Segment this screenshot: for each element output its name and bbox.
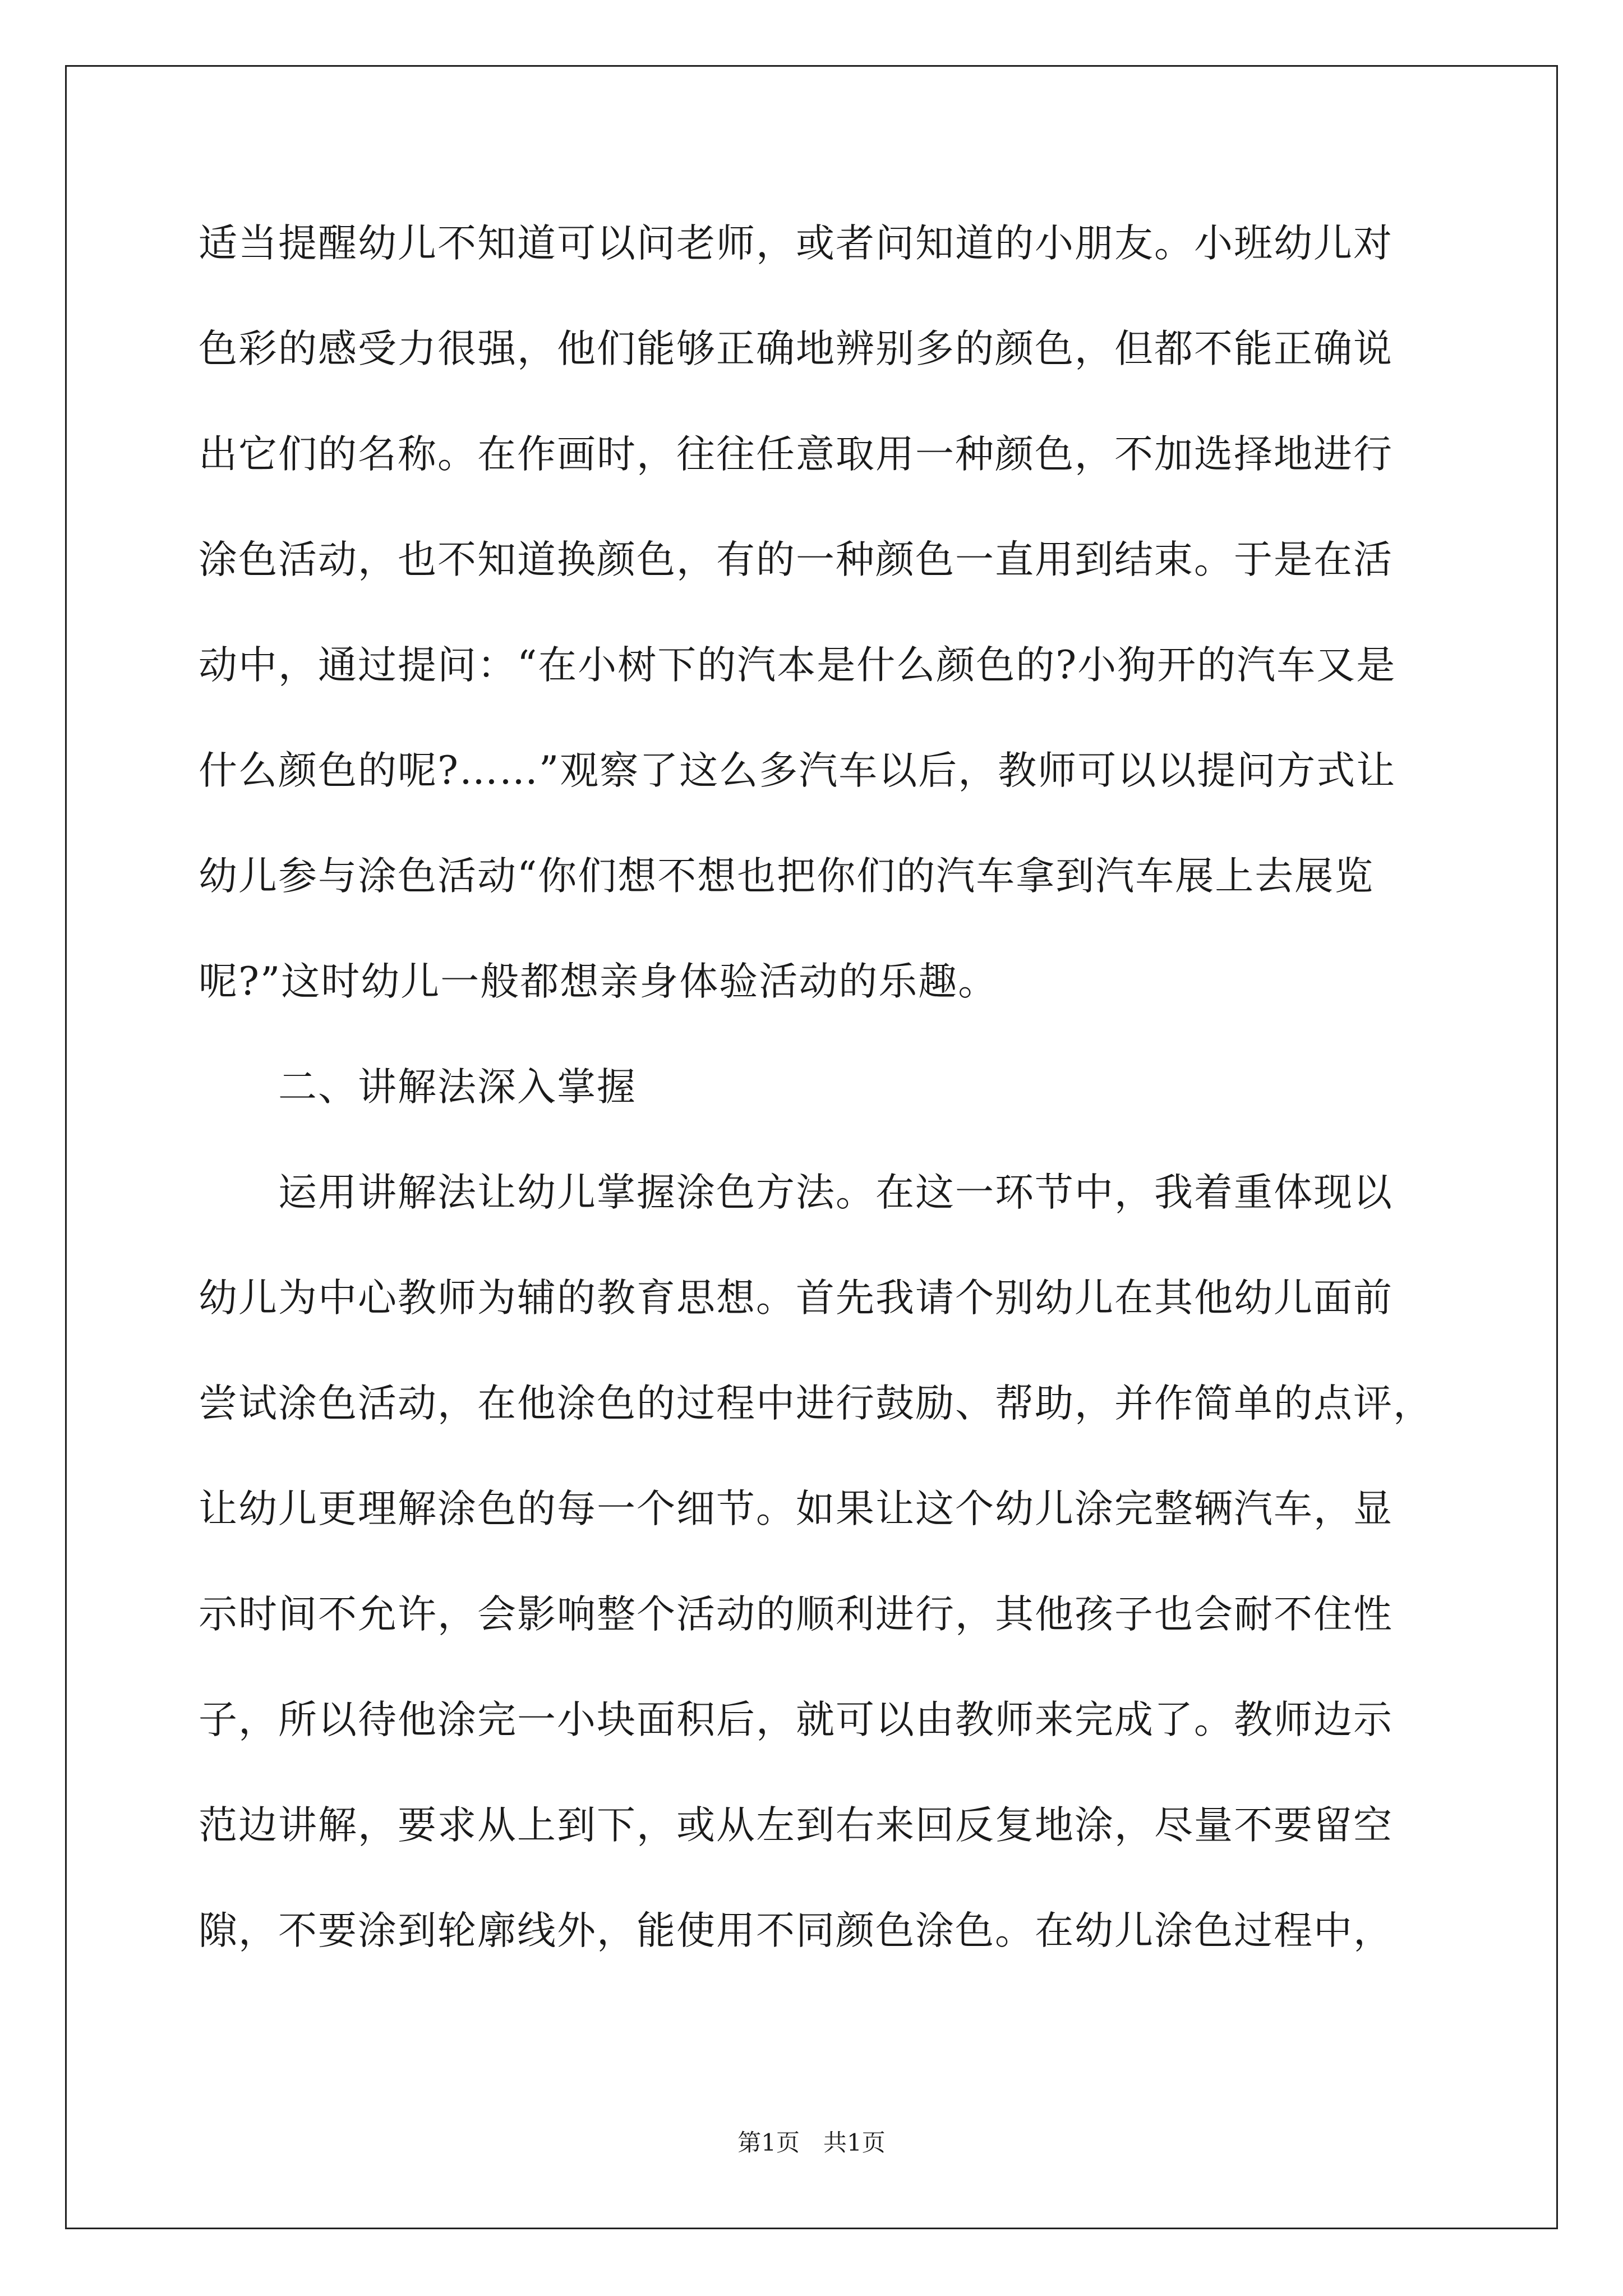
body-line: 让幼儿更理解涂色的每一个细节。如果让这个幼儿涂完整辆汽车，显 <box>199 1487 1393 1531</box>
body-line: 呢?”这时幼儿一般都想亲身体验活动的乐趣。 <box>199 959 998 1004</box>
section-heading: 二、讲解法深入掌握 <box>199 1065 637 1110</box>
body-line: 色彩的感受力很强，他们能够正确地辨别多的颜色，但都不能正确说 <box>199 326 1393 371</box>
body-line: 什么颜色的呢?……”观察了这么多汽车以后，教师可以以提问方式让 <box>199 748 1396 793</box>
body-line: 幼儿参与涂色活动“你们想不想也把你们的汽车拿到汽车展上去展览 <box>199 854 1375 899</box>
body-line: 动中，通过提问：“在小树下的汽本是什么颜色的?小狗开的汽车又是 <box>199 643 1396 688</box>
body-line: 子，所以待他涂完一小块面积后，就可以由教师来完成了。教师边示 <box>199 1697 1393 1742</box>
body-line: 隙，不要涂到轮廓线外，能使用不同颜色涂色。在幼儿涂色过程中， <box>199 1908 1393 1953</box>
body-line: 幼儿为中心教师为辅的教育思想。首先我请个别幼儿在其他幼儿面前 <box>199 1276 1393 1320</box>
body-line: 涂色活动，也不知道换颜色，有的一种颜色一直用到结束。于是在活 <box>199 537 1393 582</box>
page-number: 第1页 共1页 <box>737 2129 886 2156</box>
body-line: 适当提醒幼儿不知道可以问老师，或者问知道的小朋友。小班幼儿对 <box>199 221 1393 266</box>
body-line: 范边讲解，要求从上到下，或从左到右来回反复地涂，尽量不要留空 <box>199 1803 1393 1848</box>
body-line: 示时间不允许，会影响整个活动的顺利进行，其他孩子也会耐不住性 <box>199 1592 1393 1637</box>
body-line: 尝试涂色活动，在他涂色的过程中进行鼓励、帮助，并作简单的点评， <box>199 1381 1433 1426</box>
page-footer <box>0 2126 1623 2160</box>
body-line: 出它们的名称。在作画时，往往任意取用一种颜色，不加选择地进行 <box>199 432 1393 477</box>
body-line: 运用讲解法让幼儿掌握涂色方法。在这一环节中，我着重体现以 <box>199 1170 1393 1215</box>
